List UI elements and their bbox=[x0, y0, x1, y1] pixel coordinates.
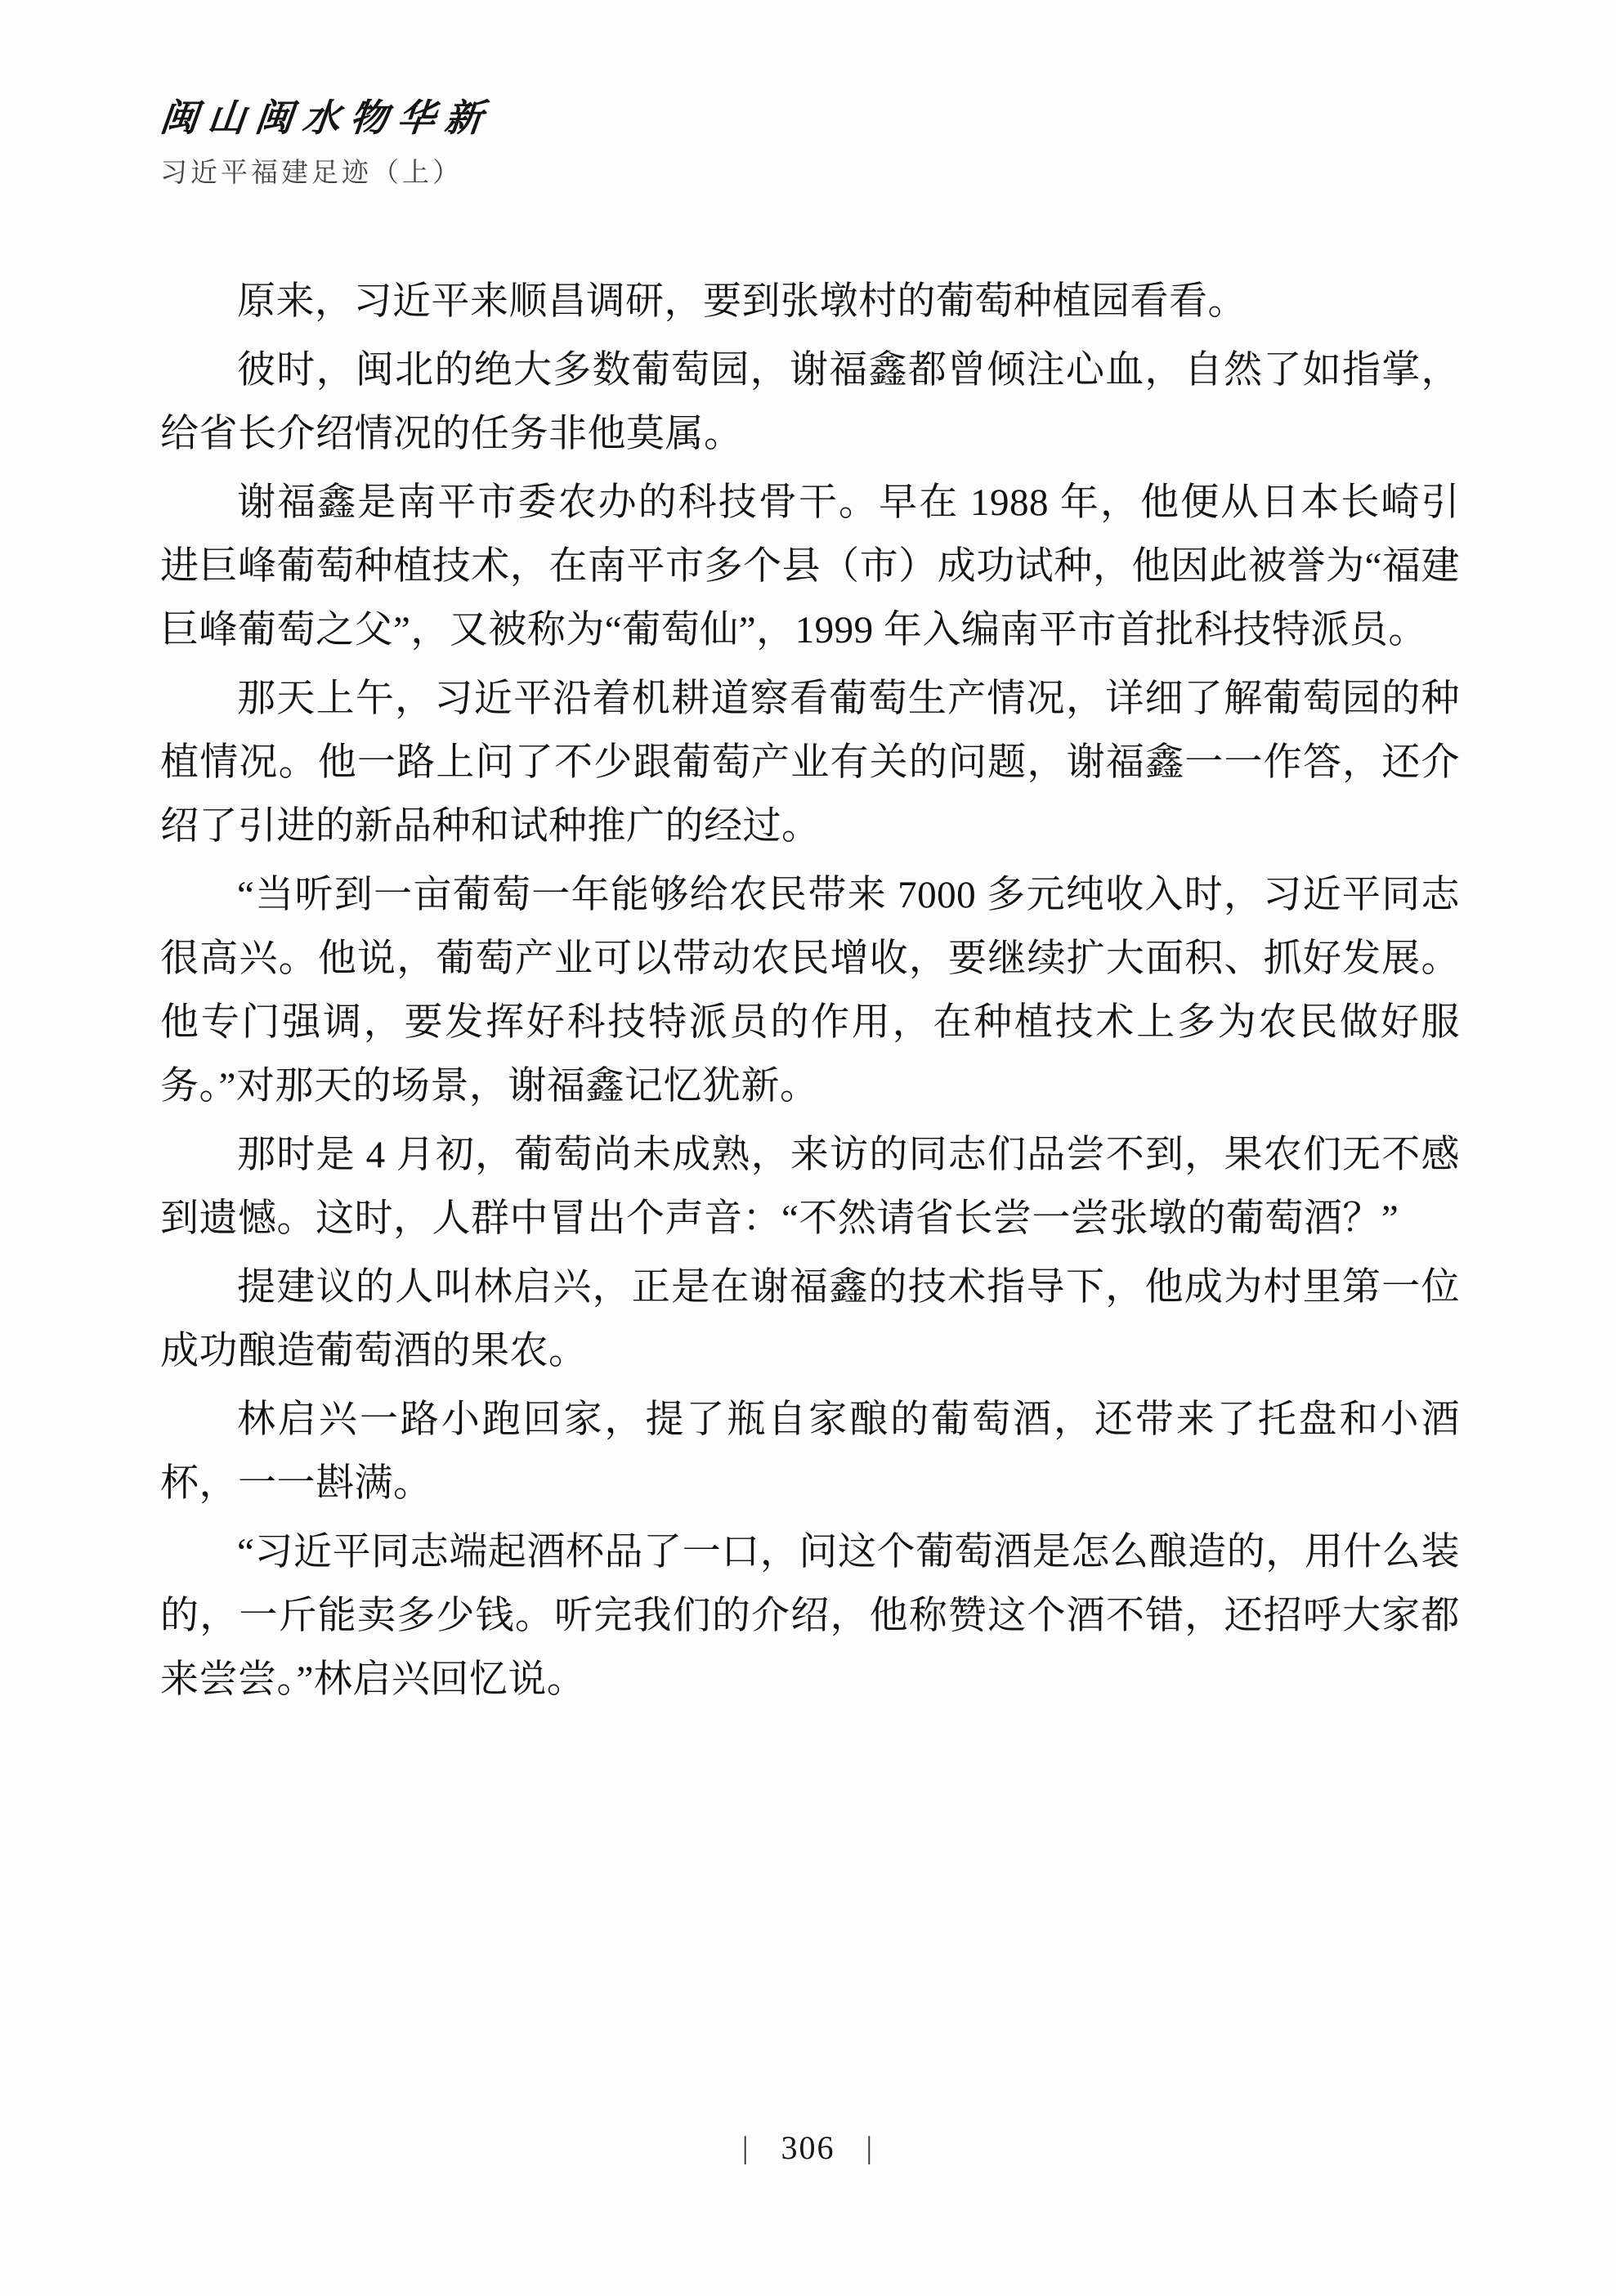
paragraph: 那时是 4 月初，葡萄尚未成熟，来访的同志们品尝不到，果农们无不感到遗憾。这时，人群中冒出个声音：“不然请省长尝一尝张墩的葡萄酒？” bbox=[160, 1134, 1460, 1241]
page-footer bbox=[0, 2125, 1616, 2167]
book-subtitle: 习近平福建足迹（上） bbox=[160, 158, 463, 188]
body-text bbox=[160, 270, 1460, 1716]
paragraph: 谢福鑫是南平市委农办的科技骨干。早在 1988 年，他便从日本长崎引进巨峰葡萄种植技术，在南平市多个县（市）成功试种，他因此被誉为“福建巨峰葡萄之父”，又被称为“葡萄仙”，1999 年入编南平市首批科技特派员。 bbox=[160, 481, 1460, 652]
paragraph: “当听到一亩葡萄一年能够给农民带来 7000 多元纯收入时，习近平同志很高兴。他说，葡萄产业可以带动农民增收，要继续扩大面积、抓好发展。他专门强调，要发挥好科技特派员的作用，在种植技术上多为农民做好服务。”对那天的场景，谢福鑫记忆犹新。 bbox=[160, 874, 1460, 1108]
page-header bbox=[160, 98, 1305, 190]
paragraph: “习近平同志端起酒杯品了一口，问这个葡萄酒是怎么酿造的，用什么装的，一斤能卖多少钱。听完我们的介绍，他称赞这个酒不错，还招呼大家都来尝尝。”林启兴回忆说。 bbox=[160, 1531, 1460, 1702]
book-title: 闽山闽水物华新 bbox=[158, 97, 495, 139]
paragraph: 彼时，闽北的绝大多数葡萄园，谢福鑫都曾倾注心血，自然了如指掌，给省长介绍情况的任务非他莫属。 bbox=[160, 349, 1460, 456]
paragraph: 那天上午，习近平沿着机耕道察看葡萄生产情况，详细了解葡萄园的种植情况。他一路上问了不少跟葡萄产业有关的问题，谢福鑫一一作答，还介绍了引进的新品种和试种推广的经过。 bbox=[160, 678, 1460, 848]
paragraph: 林启兴一路小跑回家，提了瓶自家酿的葡萄酒，还带来了托盘和小酒杯，一一斟满。 bbox=[160, 1399, 1460, 1506]
paragraph: 提建议的人叫林启兴，正是在谢福鑫的技术指导下，他成为村里第一位成功酿造葡萄酒的果农。 bbox=[160, 1266, 1460, 1373]
footer-right-rule: | bbox=[866, 2130, 875, 2165]
footer-left-rule: | bbox=[741, 2130, 750, 2165]
paragraph: 原来，习近平来顺昌调研，要到张墩村的葡萄种植园看看。 bbox=[237, 280, 1247, 323]
page-number: 306 bbox=[781, 2129, 835, 2167]
